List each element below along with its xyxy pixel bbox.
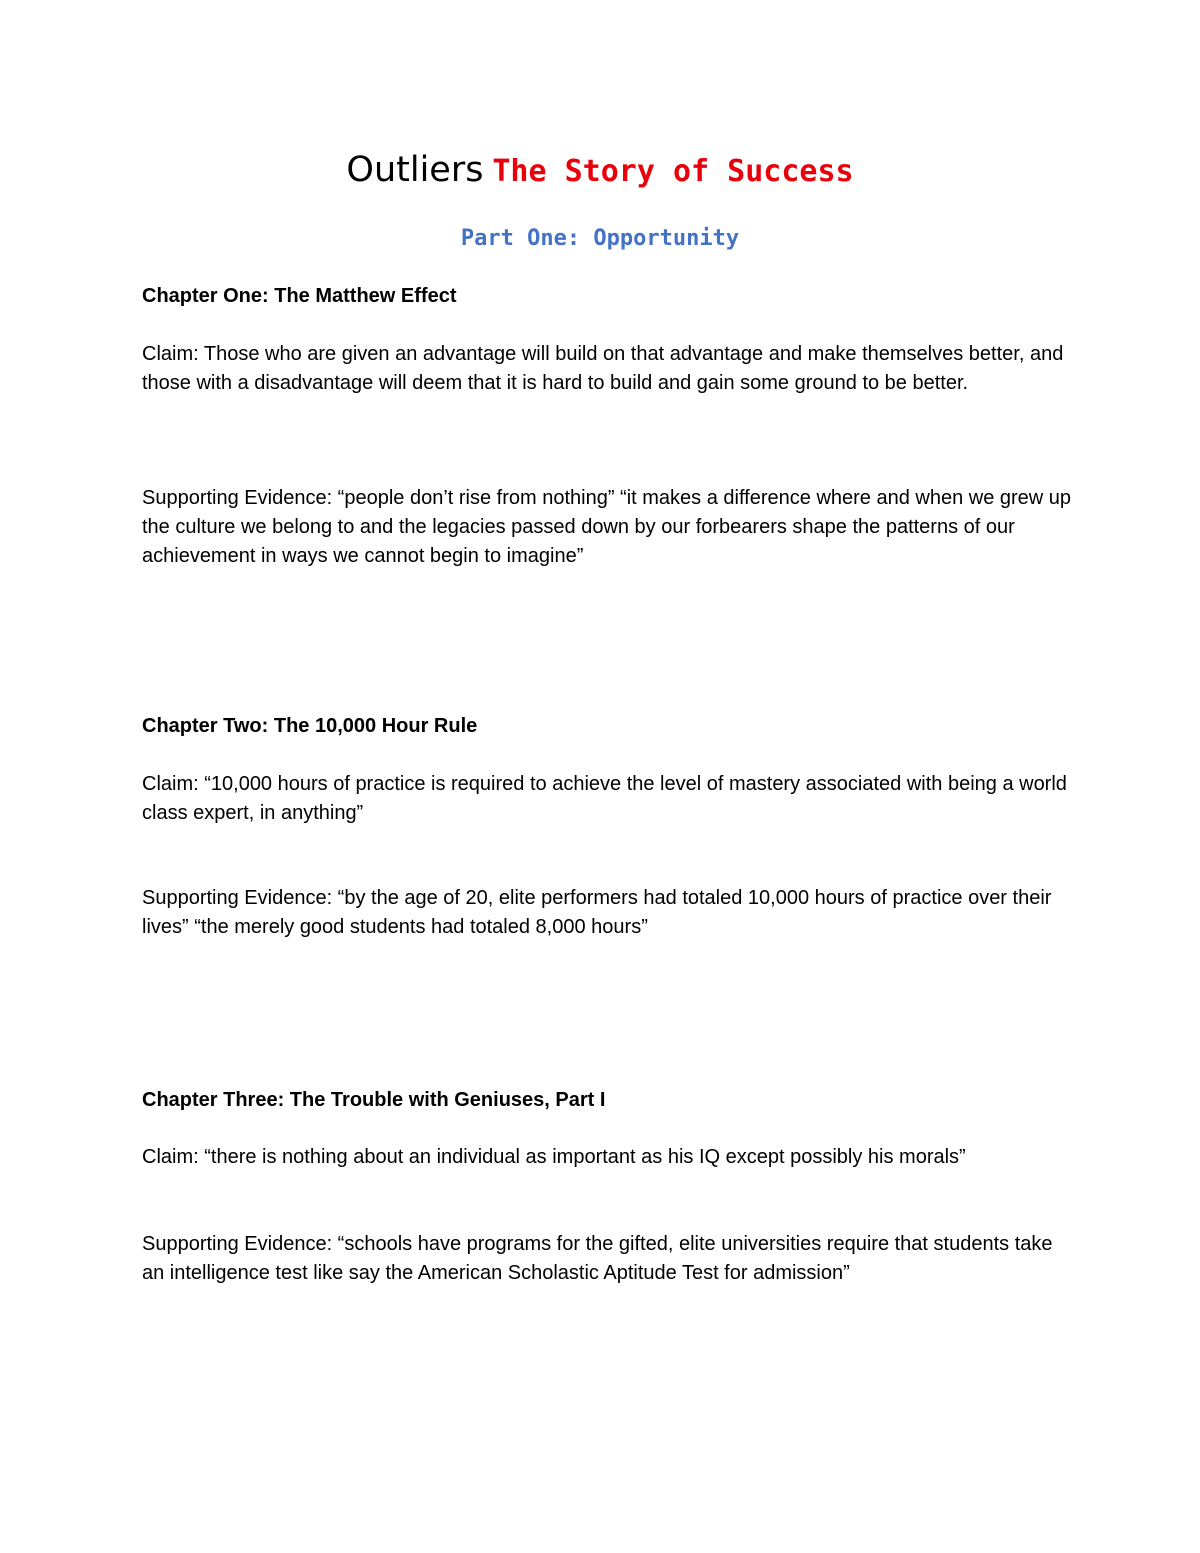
chapter-evidence: Supporting Evidence: “people don’t rise from nothing” “it makes a difference where and when we grew up the culture we belong to and the legacies passed down by our forbearers shape the patterns of our achievement in ways we cannot begin to imagine” [142, 487, 1072, 567]
chapter-claim: Claim: “there is nothing about an individual as important as his IQ except possibly his morals” [142, 1146, 966, 1168]
chapter-heading: Chapter Three: The Trouble with Geniuses, Part I [142, 1089, 606, 1111]
chapter-heading: Chapter Two: The 10,000 Hour Rule [142, 715, 478, 737]
chapter-claim: Claim: “10,000 hours of practice is required to achieve the level of mastery associated with being a world class expert, in anything” [142, 773, 1067, 824]
document-title [0, 150, 1200, 190]
chapter-heading: Chapter One: The Matthew Effect [142, 285, 457, 307]
chapter-claim: Claim: Those who are given an advantage will build on that advantage and make themselves better, and those with a disadvantage will deem that it is hard to build and gain some ground to be better. [142, 343, 1064, 394]
chapter-evidence: Supporting Evidence: “schools have programs for the gifted, elite universities require that students take an intelligence test like say the American Scholastic Aptitude Test for admission” [142, 1233, 1053, 1284]
book-title: Outliers [346, 150, 484, 190]
part-heading: Part One: Opportunity [460, 226, 740, 251]
book-subtitle: The Story of Success [492, 154, 854, 189]
chapter-evidence: Supporting Evidence: “by the age of 20, elite performers had totaled 10,000 hours of practice over their lives” “the merely good students had totaled 8,000 hours” [142, 887, 1052, 938]
